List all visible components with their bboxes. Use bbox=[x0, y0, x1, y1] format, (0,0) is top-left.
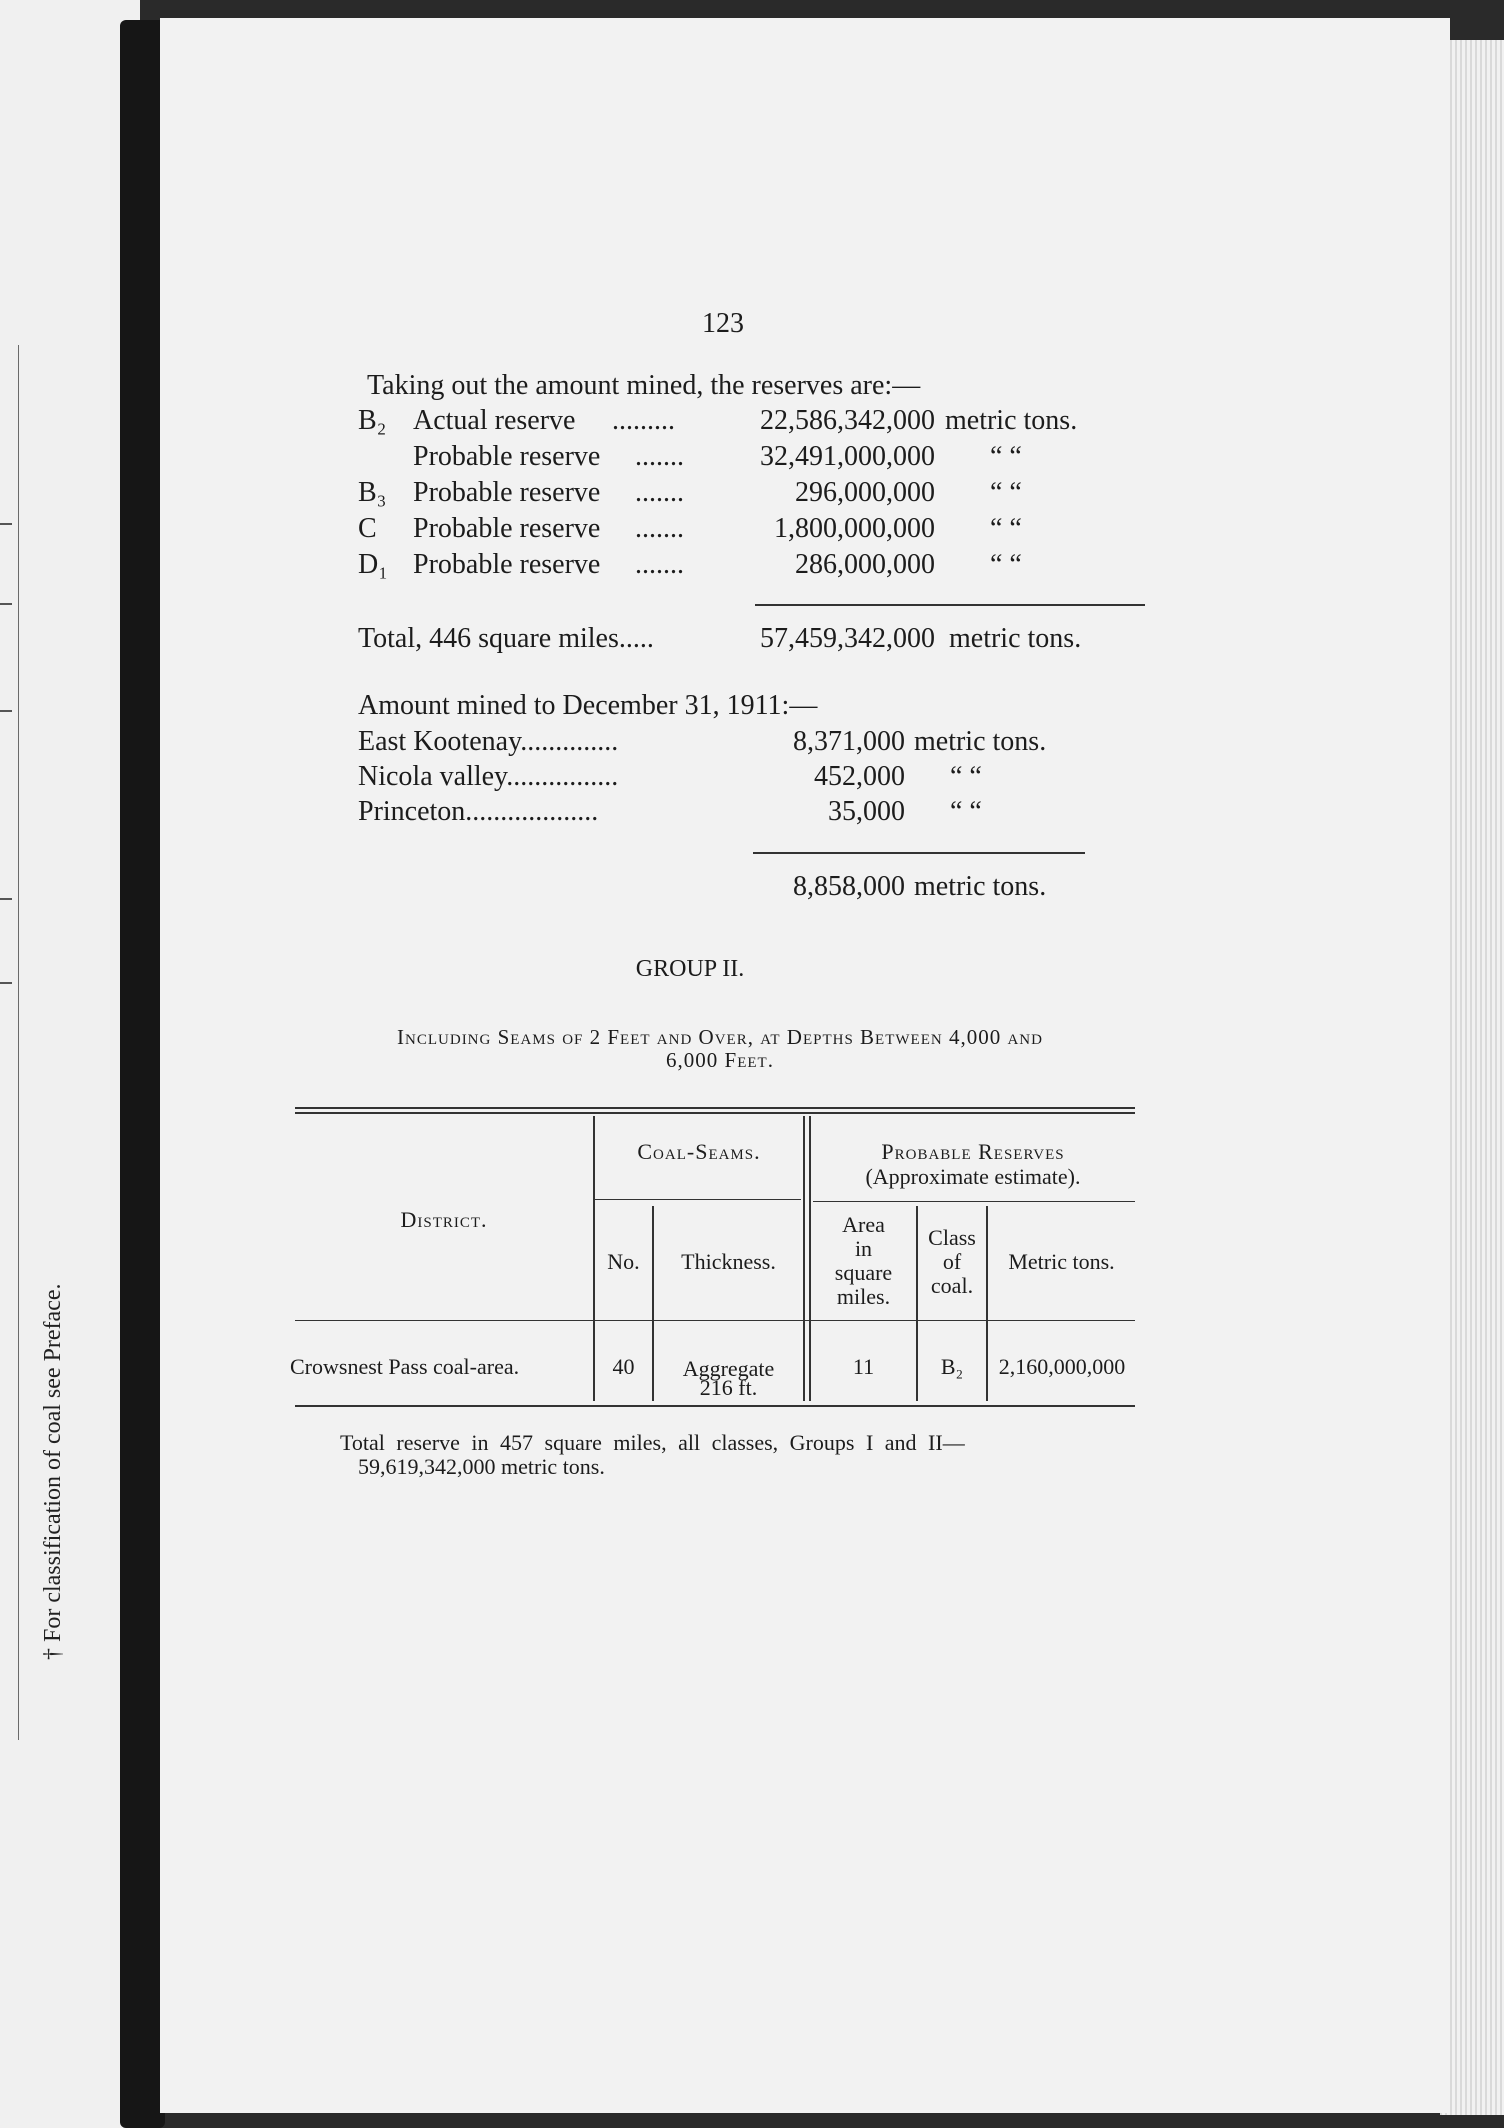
table-top-rule bbox=[295, 1107, 1135, 1109]
mined-intro: Amount mined to December 31, 1911:— bbox=[358, 690, 818, 721]
margin-tick bbox=[0, 898, 12, 900]
group-subtitle-line2: 6,000 Feet. bbox=[666, 1048, 774, 1072]
reserve-dots: ......... bbox=[612, 405, 675, 436]
reserve-value: 32,491,000,000 bbox=[760, 441, 935, 472]
row-thickness-1: Aggregate bbox=[682, 1356, 775, 1381]
footer-total-line1: Total reserve in 457 square miles, all classes, Groups I and II— bbox=[340, 1430, 965, 1455]
table-bottom-rule bbox=[295, 1405, 1135, 1407]
header-class-3: coal. bbox=[930, 1273, 974, 1298]
table-top-rule bbox=[295, 1112, 1135, 1114]
total-value: 57,459,342,000 bbox=[760, 623, 935, 654]
footnote-rotated: † For classification of coal see Preface. bbox=[40, 1283, 66, 1660]
reserve-dots: ....... bbox=[635, 513, 684, 544]
mined-unit-ditto: “ “ bbox=[950, 761, 982, 792]
book-gutter bbox=[120, 20, 165, 2128]
reserve-dots: ....... bbox=[635, 441, 684, 472]
mined-sum-rule bbox=[753, 852, 1085, 854]
header-approximate: (Approximate estimate). bbox=[865, 1164, 1081, 1189]
group-title: GROUP II. bbox=[635, 956, 745, 982]
reserve-value: 286,000,000 bbox=[795, 549, 935, 580]
mined-label: Princeton................... bbox=[358, 796, 599, 827]
header-no: No. bbox=[607, 1249, 640, 1274]
table-rule bbox=[813, 1201, 1135, 1202]
reserve-class: D₁ bbox=[358, 549, 388, 580]
reserve-unit-ditto: “ “ bbox=[990, 513, 1022, 544]
row-area: 11 bbox=[852, 1354, 875, 1379]
header-area-4: miles. bbox=[836, 1284, 891, 1309]
reserve-class: C bbox=[358, 513, 377, 544]
reserve-label: Actual reserve bbox=[413, 405, 576, 436]
total-unit: metric tons. bbox=[949, 623, 1082, 654]
reserve-dots: ....... bbox=[635, 477, 684, 508]
reserve-value: 22,586,342,000 bbox=[760, 405, 935, 436]
reserve-dots: ....... bbox=[635, 549, 684, 580]
right-page bbox=[160, 18, 1450, 2113]
reserve-label: Probable reserve bbox=[413, 477, 601, 508]
row-metric-tons: 2,160,000,000 bbox=[998, 1354, 1126, 1379]
mined-value: 8,371,000 bbox=[793, 726, 905, 757]
reserve-unit-ditto: “ “ bbox=[990, 477, 1022, 508]
total-label: Total, 446 square miles..... bbox=[358, 623, 654, 654]
mined-unit: metric tons. bbox=[914, 726, 1047, 757]
reserve-label: Probable reserve bbox=[413, 549, 601, 580]
margin-tick bbox=[0, 523, 12, 525]
header-area-3: square bbox=[834, 1260, 893, 1285]
left-page bbox=[0, 0, 140, 2128]
header-class-1: Class bbox=[928, 1225, 976, 1250]
mined-unit-ditto: “ “ bbox=[950, 796, 982, 827]
page-number: 123 bbox=[702, 308, 744, 339]
mined-label: East Kootenay.............. bbox=[358, 726, 619, 757]
header-area-1: Area bbox=[842, 1212, 885, 1237]
mined-value: 452,000 bbox=[814, 761, 905, 792]
reserve-unit-ditto: “ “ bbox=[990, 441, 1022, 472]
row-thickness-2: 216 ft. bbox=[699, 1375, 758, 1400]
row-no: 40 bbox=[612, 1354, 635, 1379]
header-thickness: Thickness. bbox=[681, 1249, 776, 1274]
mined-total-value: 8,858,000 bbox=[793, 871, 905, 902]
mined-label: Nicola valley................ bbox=[358, 761, 619, 792]
reserve-class: B₂ bbox=[358, 405, 387, 436]
sum-rule bbox=[755, 604, 1145, 606]
header-probable-reserves: Probable Reserves bbox=[881, 1139, 1065, 1164]
reserves-intro: Taking out the amount mined, the reserves are:— bbox=[367, 370, 921, 401]
mined-value: 35,000 bbox=[828, 796, 905, 827]
margin-tick bbox=[0, 982, 12, 984]
reserve-class: B₃ bbox=[358, 477, 387, 508]
table-col-divider bbox=[803, 1116, 805, 1401]
margin-tick bbox=[0, 603, 12, 605]
reserve-label: Probable reserve bbox=[413, 513, 601, 544]
reserve-value: 296,000,000 bbox=[795, 477, 935, 508]
footer-total-line2: 59,619,342,000 metric tons. bbox=[358, 1454, 605, 1479]
group-subtitle-line1: Including Seams of 2 Feet and Over, at Depths Between 4,000 and bbox=[397, 1025, 1043, 1049]
header-metric-tons: Metric tons. bbox=[1008, 1249, 1115, 1274]
reserve-unit-ditto: “ “ bbox=[990, 549, 1022, 580]
reserve-label: Probable reserve bbox=[413, 441, 601, 472]
table-rule bbox=[595, 1199, 801, 1200]
margin-line bbox=[18, 345, 19, 1740]
table-header-rule bbox=[295, 1320, 1135, 1321]
header-class-2: of bbox=[942, 1249, 962, 1274]
row-class: B₂ bbox=[940, 1354, 964, 1379]
header-area-2: in bbox=[854, 1236, 873, 1261]
margin-tick bbox=[0, 710, 12, 712]
header-district: District. bbox=[400, 1207, 488, 1232]
mined-total-unit: metric tons. bbox=[914, 871, 1047, 902]
header-coal-seams: Coal-Seams. bbox=[637, 1139, 761, 1164]
reserve-value: 1,800,000,000 bbox=[774, 513, 935, 544]
row-district: Crowsnest Pass coal-area. bbox=[290, 1354, 520, 1379]
reserve-unit: metric tons. bbox=[945, 405, 1078, 436]
